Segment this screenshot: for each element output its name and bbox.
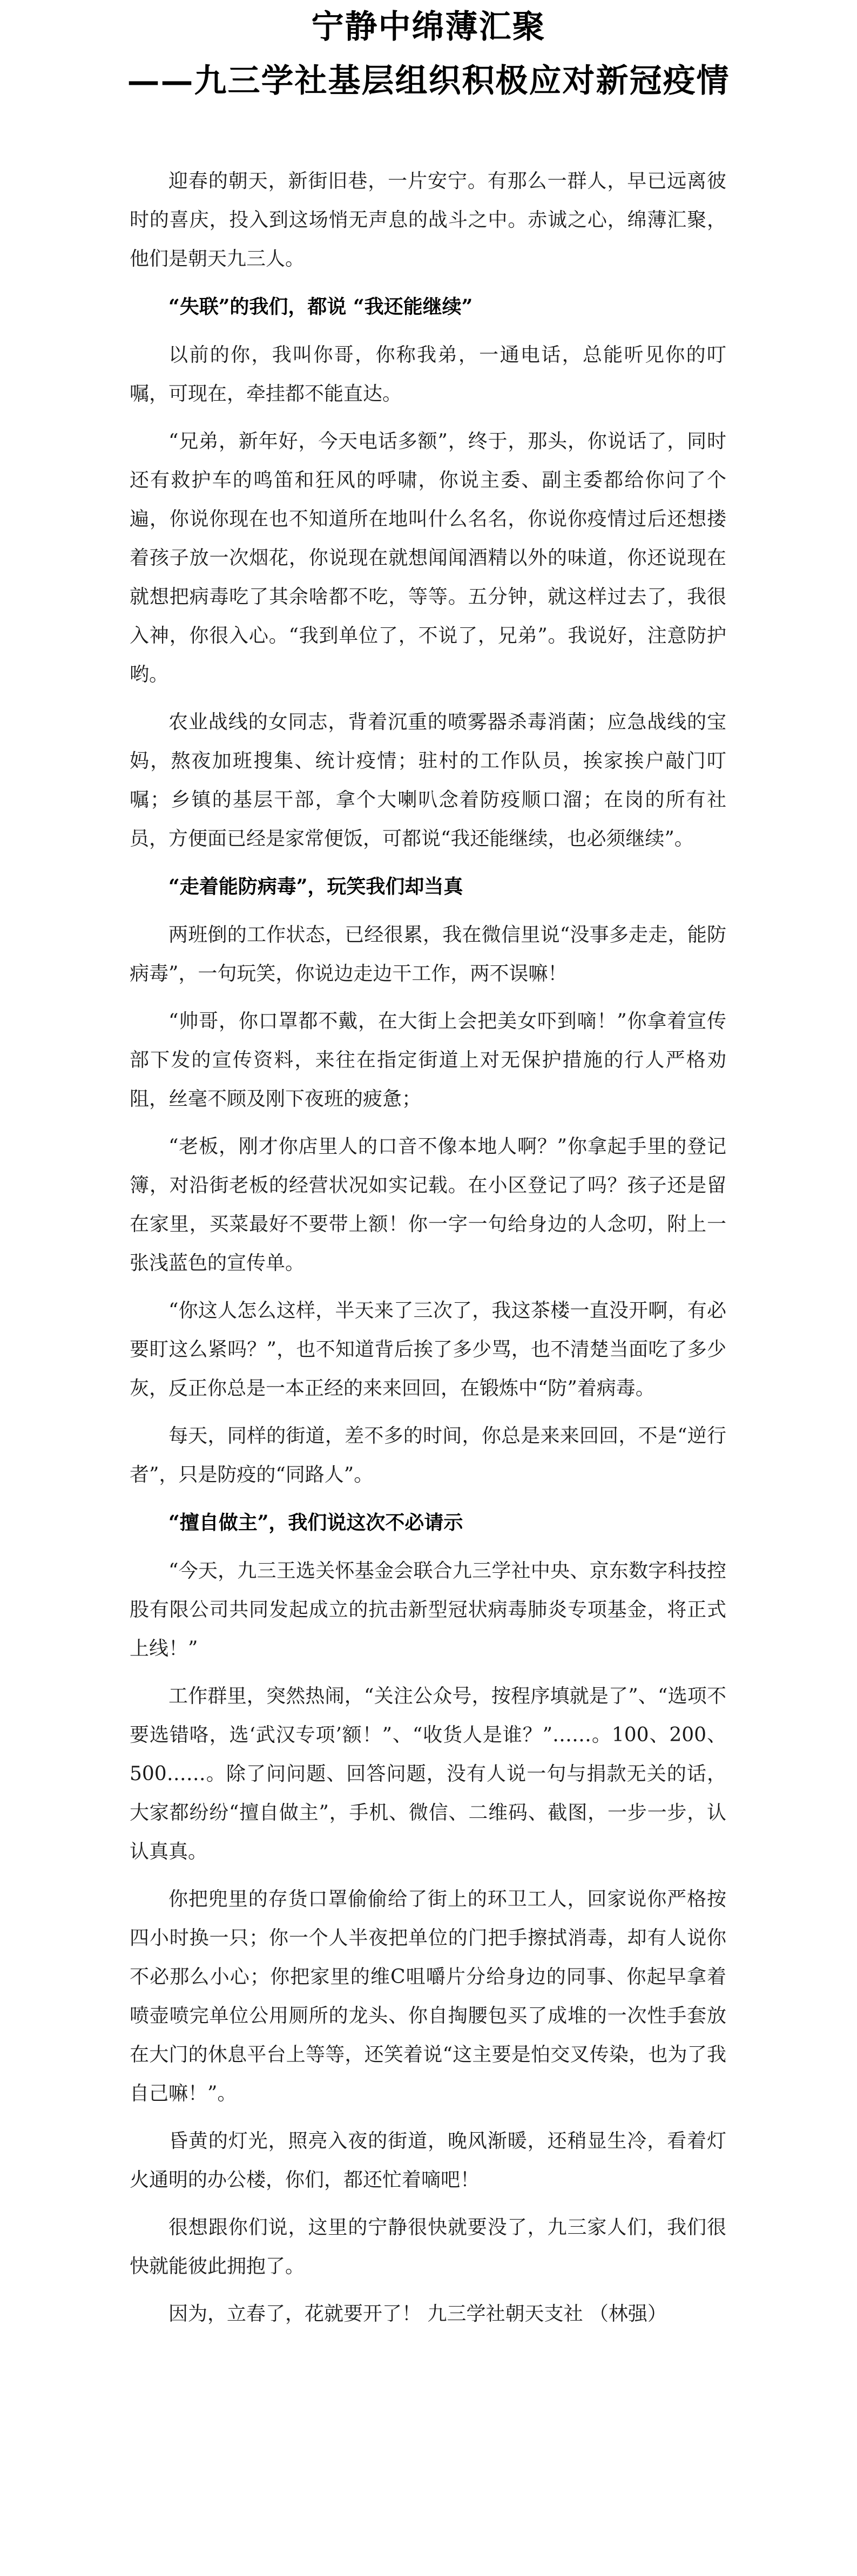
section-heading: “走着能防病毒”，玩笑我们却当真 — [168, 875, 463, 898]
paragraph: 农业战线的女同志，背着沉重的喷雾器杀毒消菌；应急战线的宝妈，熬夜加班搜集、统计疫情；驻村的工作队员，挨家挨户敲门叮嘱；乡镇的基层干部，拿个大喇叭念着防疫顺口溜；在岗的所有社员，方便面已经是家常便饭，可都说“我还能继续，也必须继续”。 — [130, 711, 726, 850]
paragraph: 每天，同样的街道，差不多的时间，你总是来来回回，不是“逆行者”，只是防疫的“同路人”。 — [130, 1425, 726, 1486]
paragraph: “今天，九三王选关怀基金会联合九三学社中央、京东数字科技控股有限公司共同发起成立的抗击新型冠状病毒肺炎专项基金，将正式上线！” — [130, 1560, 726, 1660]
paragraph: 很想跟你们说，这里的宁静很快就要没了，九三家人们，我们很快就能彼此拥抱了。 — [130, 2216, 726, 2277]
paragraph: 工作群里，突然热闹，“关注公众号，按程序填就是了”、“选项不要选错咯，选‘武汉专项’额！”、“收货人是谁？”……。100、200、500……。除了问问题、回答问题，没有人说一句与捐款无关的话，大家都纷纷“擅自做主”，手机、微信、二维码、截图，一步一步，认认真真。 — [130, 1685, 726, 1863]
section-heading: “擅自做主”，我们说这次不必请示 — [168, 1511, 463, 1534]
article-body — [130, 162, 726, 2342]
article-title: 宁静中绵薄汇聚 — [311, 8, 546, 46]
section-heading: “失联”的我们，都说 “我还能继续” — [168, 295, 473, 318]
paragraph: “帅哥，你口罩都不戴，在大街上会把美女吓到嘀！”你拿着宣传部下发的宣传资料，来往在指定街道上对无保护措施的行人严格劝阻，丝毫不顾及刚下夜班的疲惫； — [130, 1010, 726, 1110]
paragraph: 昏黄的灯光，照亮入夜的街道，晚风渐暖，还稍显生冷，看着灯火通明的办公楼，你们，都还忙着嘀吧！ — [130, 2130, 726, 2191]
paragraph: 迎春的朝天，新街旧巷，一片安宁。有那么一群人，早已远离彼时的喜庆，投入到这场悄无声息的战斗之中。赤诚之心，绵薄汇聚，他们是朝天九三人。 — [130, 170, 726, 270]
paragraph: 你把兜里的存货口罩偷偷给了街上的环卫工人，回家说你严格按四小时换一只；你一个人半夜把单位的门把手擦拭消毒，却有人说你不必那么小心；你把家里的维C咀嚼片分给身边的同事、你起早拿着喷壶喷完单位公用厕所的龙头、你自掏腰包买了成堆的一次性手套放在大门的休息平台上等等，还笑着说“这主要是怕交叉传染，也为了我自己嘛！”。 — [130, 1888, 726, 2105]
paragraph: “兄弟，新年好，今天电话多额”，终于，那头，你说话了，同时还有救护车的鸣笛和狂风的呼啸，你说主委、副主委都给你问了个遍，你说你现在也不知道所在地叫什么名名，你说你疫情过后还想搂着孩子放一次烟花，你说现在就想闻闻酒精以外的味道，你还说现在就想把病毒吃了其余啥都不吃，等等。五分钟，就这样过去了，我很入神，你很入心。“我到单位了，不说了，兄弟”。我说好，注意防护哟。 — [130, 430, 726, 686]
closing-paragraph: 因为，立春了，花就要开了！ 九三学社朝天支社 （林强） — [168, 2303, 667, 2325]
paragraph: 两班倒的工作状态，已经很累，我在微信里说“没事多走走，能防病毒”，一句玩笑，你说边走边干工作，两不误嘛！ — [130, 924, 726, 985]
paragraph: 以前的你，我叫你哥，你称我弟，一通电话，总能听见你的叮嘱，可现在，牵挂都不能直达。 — [130, 344, 726, 405]
paragraph: “老板，刚才你店里人的口音不像本地人啊？”你拿起手里的登记簿，对沿街老板的经营状况如实记载。在小区登记了吗？孩子还是留在家里，买菜最好不要带上额！你一字一句给身边的人念叨，附上一张浅蓝色的宣传单。 — [130, 1135, 726, 1274]
article-subtitle: ——九三学社基层组织积极应对新冠疫情 — [127, 62, 730, 100]
paragraph: “你这人怎么这样，半天来了三次了，我这茶楼一直没开啊，有必要盯这么紧吗？”，也不知道背后挨了多少骂，也不清楚当面吃了多少灰，反正你总是一本正经的来来回回，在锻炼中“防”着病毒。 — [130, 1300, 726, 1399]
